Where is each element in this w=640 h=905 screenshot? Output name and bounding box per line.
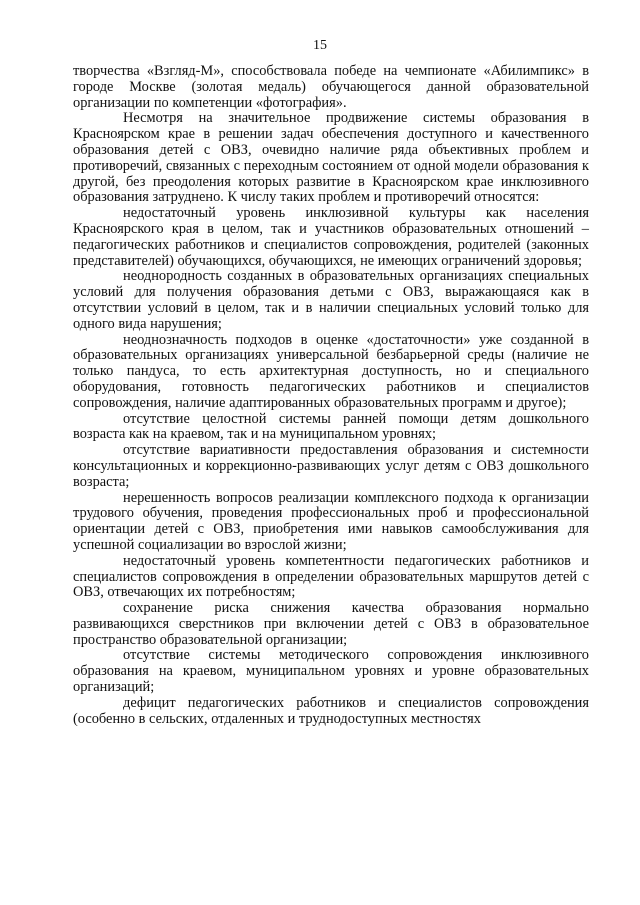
problem-item-special-conditions: неоднородность созданных в образовательных организациях специальных условий для получения образования детьми с ОВЗ, выражающаяся как в отсутствии условий в целом, так и в наличии специальных условий только для одного вида нарушения; — [73, 268, 589, 332]
paragraph-problems-intro: Несмотря на значительное продвижение системы образования в Красноярском крае в решении задач обеспечения доступного и качественного образования детей с ОВЗ, очевидно наличие ряда объективных проблем и противоречий, связанных с переходным состоянием от одной модели образования к другой, без преодоления которых развитие в Красноярском крае инклюзивного образования затруднено. К числу таких проблем и противоречий относятся: — [73, 110, 589, 206]
problem-item-preschool-services: отсутствие вариативности предоставления образования и системности консультационных и коррекционно-развивающих услуг детям с ОВЗ дошкольного возраста; — [73, 442, 589, 490]
problem-item-barrier-free-environment: неоднозначность подходов в оценке «достаточности» уже созданной в образовательных организациях универсальной безбарьерной среды (наличие не только пандуса, то есть архитектурная доступность, но и специального оборудования, готовность педагогических работников и специалистов сопровождения, наличие адаптированных образовательных программ и другое); — [73, 331, 589, 411]
problem-item-labor-training: нерешенность вопросов реализации комплексного подхода к организации трудового обучения, проведения профессиональных проб и профессиональной ориентации детей с ОВЗ, приобретения ими навыков самообслуживания для успешной социализации во взрослой жизни; — [73, 489, 589, 553]
problem-item-inclusive-culture: недостаточный уровень инклюзивной культуры как населения Красноярского края в целом, так и участников образовательных отношений – педагогических работников и специалистов сопровождения, родителей (законных представителей) обучающихся, обучающихся, не имеющих ограничений здоровья; — [73, 205, 589, 269]
document-body — [73, 64, 589, 727]
problem-item-methodical-support: отсутствие системы методического сопровождения инклюзивного образования на краевом, муниципальном уровнях и уровне образовательных организаций; — [73, 647, 589, 696]
problem-item-education-quality-risk: сохранение риска снижения качества образования нормально развивающихся сверстников при включении детей с ОВЗ в образовательное пространство образовательной организации; — [73, 600, 589, 648]
page-number: 15 — [313, 38, 327, 53]
paragraph-intro-continuation: творчества «Взгляд-М», способствовала победе на чемпионате «Абилимпикс» в городе Москве (золотая медаль) обучающегося данной образовательной организации по компетенции «фотография». — [73, 63, 589, 111]
problem-item-staff-competence: недостаточный уровень компетентности педагогических работников и специалистов сопровождения в определении образовательных маршрутов детей с ОВЗ, отвечающих их потребностям; — [73, 552, 589, 601]
problem-item-early-help: отсутствие целостной системы ранней помощи детям дошкольного возраста как на краевом, так и на муниципальном уровнях; — [73, 410, 589, 443]
problem-item-staff-deficit: дефицит педагогических работников и специалистов сопровождения (особенно в сельских, отдаленных и труднодоступных местностях — [73, 694, 589, 727]
